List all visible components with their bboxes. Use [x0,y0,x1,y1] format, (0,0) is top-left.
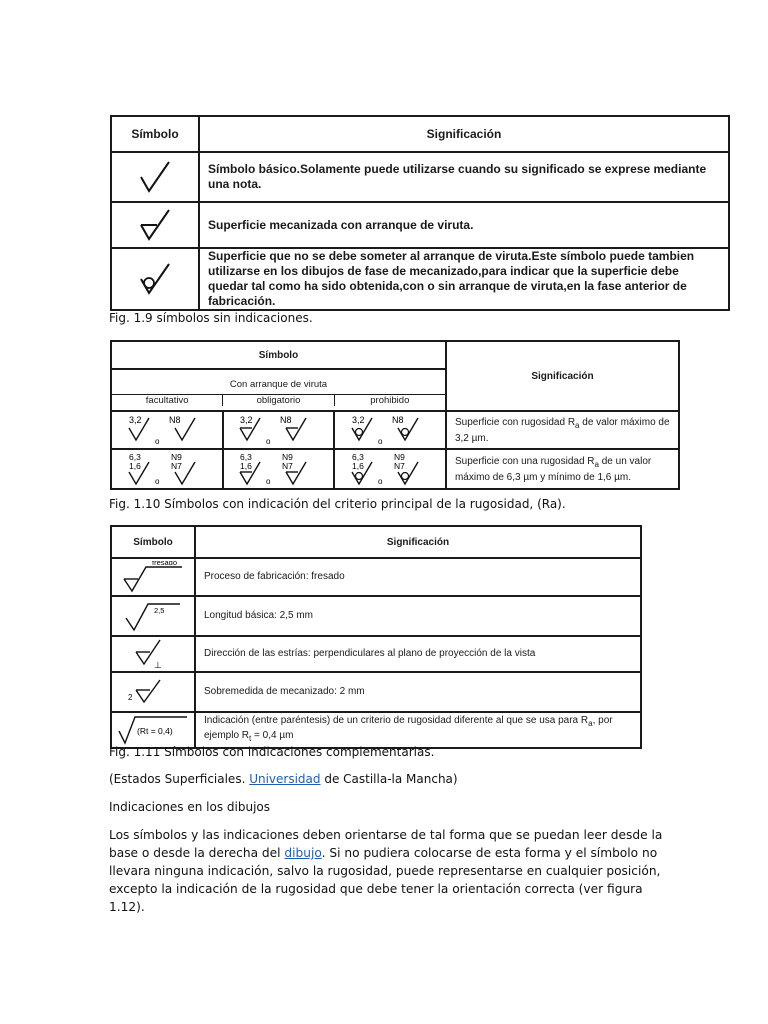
figure-caption-1-9: Fig. 1.9 símbolos sin indicaciones. [109,311,313,325]
meaning-part: Superficie con rugosidad R [454,416,576,428]
min-grade-label: N7 [394,461,406,471]
dot-label: o [378,477,383,486]
t3-r4-meaning: Sobremedida de mecanizado: 2 mm [195,672,641,712]
meaning-part: de un valor máximo de 6,3 µm y mínimo de 1,6 µm. [454,455,652,483]
t2-r1-obligatorio [223,411,335,449]
optional-range-symbol-icon [127,452,207,486]
complementary-indications-table [110,525,642,749]
no-removal-symbol-cell [111,248,199,310]
dibujo-link[interactable]: dibujo [284,846,322,860]
col-facultativo: facultativo [145,394,189,406]
min-grade-label: N7 [170,461,182,471]
sampling-length-symbol-icon [122,600,184,632]
no-material-removal-symbol-icon [135,261,175,297]
max-grade-label: N9 [170,452,182,462]
t3-r5-symbol [111,712,195,748]
table-row [111,202,729,248]
meaning-subscript: t [249,734,252,743]
col-obligatorio: obligatorio [222,395,333,406]
prohibited-roughness-symbol-icon [350,414,430,446]
meaning-part: = 0,4 µm [251,730,294,741]
dot-label: o [154,437,160,446]
dot-label: o [266,437,271,446]
value-label: 3,2 [128,415,142,425]
table1-row2-meaning: Superficie mecanizada con arranque de viruta. [199,202,729,248]
table-row [111,248,729,310]
table-row [111,558,641,596]
section-heading: Indicaciones en los dibujos [109,800,271,814]
table2-header-symbol: Símbolo [111,341,446,369]
source-reference [109,772,458,786]
min-value-label: 1,6 [128,461,141,471]
t2-r2-meaning [446,449,679,489]
prohibited-range-symbol-icon [350,452,430,486]
symbols-table [110,115,730,311]
t3-r3-meaning: Dirección de las estrías: perpendiculares al plano de proyección de la vista [195,636,641,672]
t3-r2-meaning: Longitud básica: 2,5 mm [195,596,641,636]
t3-r3-symbol [111,636,195,672]
mandatory-range-symbol-icon [238,452,318,486]
t2-r2-facultativo [111,449,223,489]
value-label: 3,2 [240,415,253,425]
paragraph-end: . Si no pudiera colocarse de esta forma y el símbolo no llevara ninguna indicación, salvo la rugosidad, puede representarse en cualquier posición, excepto la indicación de la rugosidad que debe tener la orientación correcta (ver figura 1.12). [109,846,661,914]
source-suffix: de Castilla-la Mancha) [320,772,458,786]
process-label: fresado [152,561,178,567]
table-row [111,596,641,636]
max-value-label: 6,3 [352,452,364,462]
meaning-part: , por ejemplo R [204,715,613,741]
perpendicular-label: ⊥ [154,661,162,670]
table2-subheader-cell [111,369,446,411]
machined-symbol-cell [111,202,199,248]
basic-roughness-symbol-icon [135,159,175,195]
figure-caption-1-11: Fig. 1.11 Símbolos con indicaciones complementarias. [109,745,435,759]
table1-header-meaning: Significación [199,116,729,152]
machining-allowance-symbol-icon [122,676,184,708]
roughness-criteria-table [110,340,680,490]
figure-caption-1-10: Fig. 1.10 Símbolos con indicación del criterio principal de la rugosidad, (Ra). [109,497,566,511]
max-value-label: 6,3 [128,452,141,462]
body-paragraph [109,826,669,916]
meaning-part: Superficie con una rugosidad R [454,455,595,467]
table3-header-meaning: Significación [195,526,641,558]
meaning-part: de valor máximo de 3,2 µm. [454,416,670,444]
table-row [111,411,679,449]
max-grade-label: N9 [282,452,294,462]
table-row [111,152,729,202]
t2-r2-obligatorio [223,449,335,489]
t2-r1-facultativo [111,411,223,449]
allowance-label: 2 [128,693,133,702]
criterion-label: (Rt = 0,4) [137,726,173,736]
t2-r1-meaning [446,411,679,449]
meaning-part: Indicación (entre paréntesis) de un criterio de rugosidad diferente al que se usa para R [204,715,589,726]
max-grade-label: N9 [394,452,406,462]
manufacturing-process-symbol-icon [122,561,184,593]
t3-r5-meaning [195,712,641,748]
meaning-subscript: a [594,459,599,469]
source-prefix: (Estados Superficiales. [109,772,250,786]
table1-header-symbol: Símbolo [111,116,199,152]
roughness-criterion-symbol-icon [117,715,189,745]
t3-r1-symbol [111,558,195,596]
t3-r1-meaning: Proceso de fabricación: fresado [195,558,641,596]
grade-label: N8 [168,415,181,425]
t3-r4-symbol [111,672,195,712]
table2-header-meaning: Significación [446,341,679,411]
table-row [111,636,641,672]
meaning-subscript: a [588,719,593,728]
table-row [111,449,679,489]
table-row [111,672,641,712]
dot-label: o [378,437,383,446]
dot-label: o [266,477,271,486]
length-label: 2,5 [154,606,165,615]
mandatory-roughness-symbol-icon [238,414,318,446]
lay-direction-symbol-icon [122,638,184,670]
t3-r2-symbol [111,596,195,636]
grade-label: N8 [392,415,404,425]
max-value-label: 6,3 [240,452,253,462]
dot-label: o [154,477,160,486]
col-prohibido: prohibido [334,395,445,406]
min-grade-label: N7 [282,461,294,471]
min-value-label: 1,6 [240,461,253,471]
basic-symbol-cell [111,152,199,202]
value-label: 3,2 [352,415,365,425]
min-value-label: 1,6 [352,461,364,471]
table1-row1-meaning: Símbolo básico.Solamente puede utilizarse cuando su significado se exprese mediante una nota. [199,152,729,202]
grade-label: N8 [280,415,292,425]
paragraph-start: Los símbolos y las indicaciones deben orientarse de tal forma que se puedan leer desde la base o desde la derecha del [109,828,663,860]
table1-row3-meaning: Superficie que no se debe someter al arranque de viruta.Este símbolo puede tambien utilizarse en los dibujos de fase de mecanizado,para indicar que la superficie debe quedar tal como ha sido obtenida,con o sin arranque de viruta,en la fase anterior de fabricación. [199,248,729,310]
universidad-link[interactable]: Universidad [249,772,321,786]
t2-r1-prohibido [334,411,446,449]
meaning-subscript: a [575,420,580,430]
table2-subheader: Con arranque de viruta [229,378,328,390]
t2-r2-prohibido [334,449,446,489]
optional-roughness-symbol-icon [127,414,207,446]
table3-header-symbol: Símbolo [111,526,195,558]
machined-surface-symbol-icon [135,207,175,243]
table-row [111,712,641,748]
